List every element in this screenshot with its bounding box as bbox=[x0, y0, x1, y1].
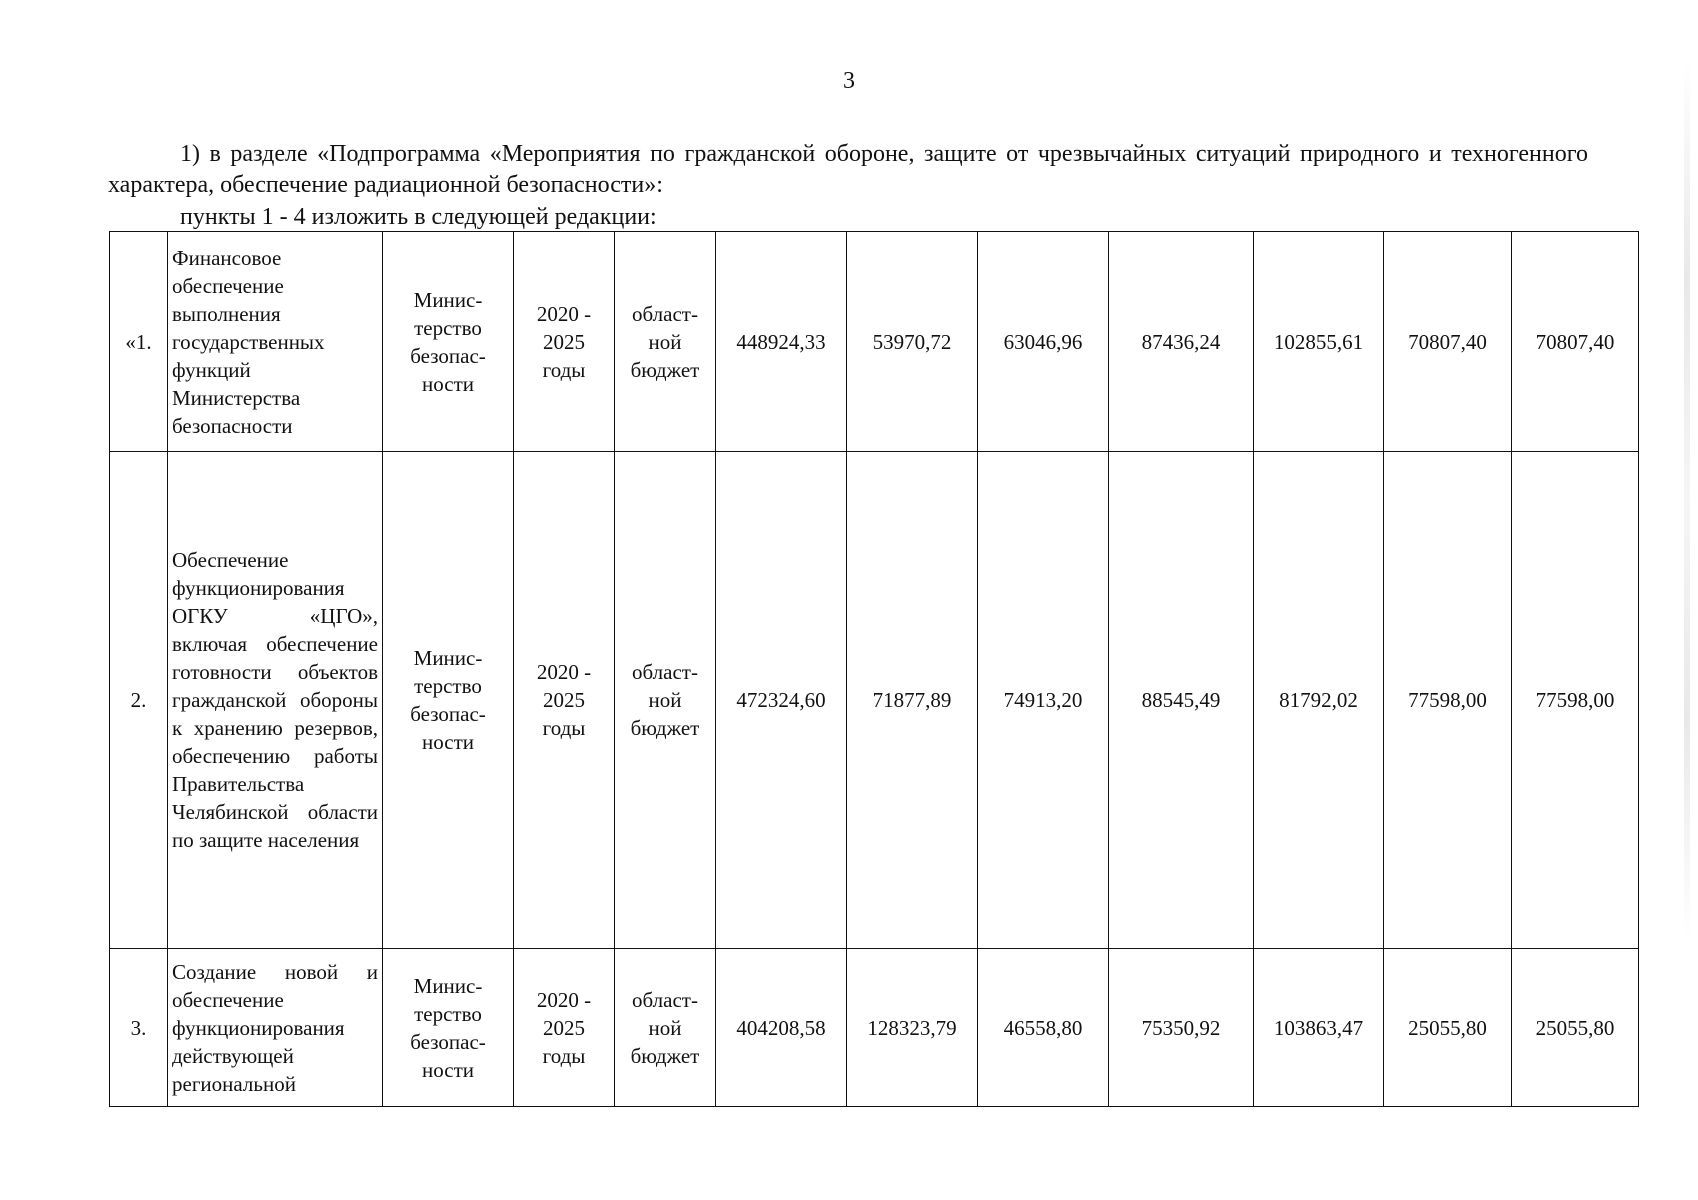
amount-cell: 404208,58 bbox=[716, 949, 847, 1107]
amount-cell: 81792,02 bbox=[1254, 452, 1384, 949]
amount-cell: 53970,72 bbox=[847, 232, 978, 452]
period-cell: 2020 - 2025 годы bbox=[514, 949, 615, 1107]
amount-cell: 25055,80 bbox=[1384, 949, 1512, 1107]
amount-cell: 70807,40 bbox=[1384, 232, 1512, 452]
funding-source-cell: област- ной бюджет bbox=[615, 232, 716, 452]
amount-cell: 46558,80 bbox=[978, 949, 1109, 1107]
amount-cell: 87436,24 bbox=[1109, 232, 1254, 452]
amount-cell: 102855,61 bbox=[1254, 232, 1384, 452]
measure-name-cell bbox=[168, 452, 383, 949]
period-cell: 2020 - 2025 годы bbox=[514, 232, 615, 452]
amount-cell: 70807,40 bbox=[1512, 232, 1639, 452]
table-row bbox=[110, 232, 1639, 452]
row-number-cell: «1. bbox=[110, 232, 168, 452]
table-row bbox=[110, 949, 1639, 1107]
table-body bbox=[110, 232, 1639, 1107]
row-number-cell: 3. bbox=[110, 949, 168, 1107]
intro-subline: пункты 1 - 4 изложить в следующей редакции: bbox=[180, 204, 657, 230]
responsible-org-cell: Минис- терство безопас- ности bbox=[383, 232, 514, 452]
amount-cell: 25055,80 bbox=[1512, 949, 1639, 1107]
measure-name-text: Создание новой и обеспечение функционирования действующей региональной bbox=[172, 959, 378, 1096]
amount-cell: 71877,89 bbox=[847, 452, 978, 949]
funding-source-cell: област- ной бюджет bbox=[615, 949, 716, 1107]
amount-cell: 74913,20 bbox=[978, 452, 1109, 949]
amount-cell: 77598,00 bbox=[1512, 452, 1639, 949]
responsible-org-cell: Минис- терство безопас- ности bbox=[383, 452, 514, 949]
intro-paragraph: 1) в разделе «Подпрограмма «Мероприятия по гражданской обороне, защите от чрезвычайных ситуаций природного и техногенного характера, обеспечение радиационной безопасности»: bbox=[108, 141, 1588, 198]
amount-cell: 128323,79 bbox=[847, 949, 978, 1107]
table-row bbox=[110, 452, 1639, 949]
amount-cell: 88545,49 bbox=[1109, 452, 1254, 949]
page-number: 3 bbox=[843, 68, 855, 94]
measure-name-cell bbox=[168, 949, 383, 1107]
measure-name-text: Обеспечение функционирования ОГКУ «ЦГО», включая обеспечение готовности объектов гражданской обороны к хранению резервов, обеспечению работы Правительства Челябинской области по защите населения bbox=[172, 548, 378, 852]
amount-cell: 103863,47 bbox=[1254, 949, 1384, 1107]
amount-cell: 77598,00 bbox=[1384, 452, 1512, 949]
scan-edge-streak bbox=[1684, 60, 1690, 940]
amount-cell: 448924,33 bbox=[716, 232, 847, 452]
responsible-org-cell: Минис- терство безопас- ности bbox=[383, 949, 514, 1107]
row-number-cell: 2. bbox=[110, 452, 168, 949]
measure-name-cell bbox=[168, 232, 383, 452]
funding-source-cell: област- ной бюджет bbox=[615, 452, 716, 949]
budget-table bbox=[109, 231, 1639, 1107]
amount-cell: 472324,60 bbox=[716, 452, 847, 949]
amount-cell: 63046,96 bbox=[978, 232, 1109, 452]
period-cell: 2020 - 2025 годы bbox=[514, 452, 615, 949]
intro-text bbox=[108, 139, 1588, 201]
measure-name-text: Финансовое обеспечение выполнения государственных функций Министерства безопасности bbox=[172, 245, 325, 438]
amount-cell: 75350,92 bbox=[1109, 949, 1254, 1107]
